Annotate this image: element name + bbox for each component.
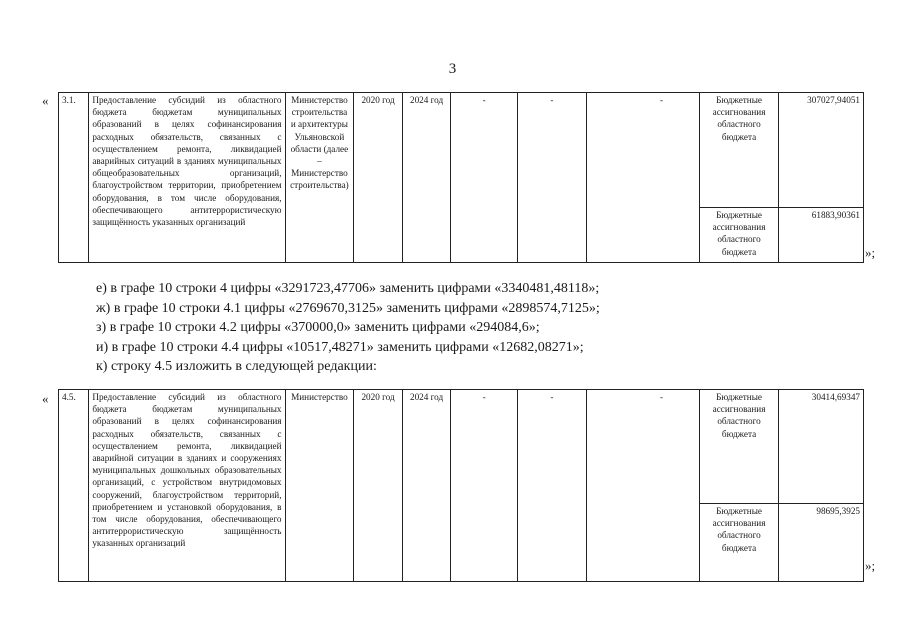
amendment-item: и) в графе 10 строки 4.4 цифры «10517,48271» заменить цифрами «12682,08271»; (96, 339, 584, 355)
amendment-item: з) в графе 10 строки 4.2 цифры «370000,0» заменить цифрами «294084,6»; (96, 320, 540, 336)
row-col8: - (586, 93, 699, 263)
row-col6: - (451, 390, 518, 582)
funding-amount: 307027,94051 (778, 93, 863, 208)
row-executor: Министерство строительства и архитектуры Ульяновской области (далее – Министерство строительства) (285, 93, 354, 263)
row-col6: - (451, 93, 518, 263)
row-description: Предоставление субсидий из областного бюджета бюджетам муниципальных образований в целях софинансирования расходных обязательств, связанных с осуществлением ремонта, ликвидацией аварийных ситуаций в зданиях муниципальных общеобразовательных организаций, благоустройством территории, приобретением оборудования, в том числе оборудования, обеспечивающего антитеррористическую защищённость указанных организаций (89, 93, 285, 263)
funding-amount: 98695,3925 (778, 504, 863, 582)
funding-source: Бюджетные ассигнования областного бюджета (700, 390, 779, 504)
closing-quote-1: »; (865, 245, 876, 260)
amendment-text (96, 279, 876, 377)
funding-amount: 61883,90361 (778, 208, 863, 263)
row-year-start: 2020 год (354, 93, 403, 263)
row-year-end: 2024 год (402, 390, 451, 582)
amendment-item: е) в графе 10 строки 4 цифры «3291723,47706» заменить цифрами «3340481,48118»; (96, 281, 600, 296)
opening-quote-2: « (42, 391, 49, 406)
row-year-end: 2024 год (402, 93, 451, 263)
table-row-3-1 (58, 92, 864, 263)
row-executor: Министерство (285, 390, 354, 582)
funding-source: Бюджетные ассигнования областного бюджета (700, 504, 779, 582)
funding-amount: 30414,69347 (778, 390, 863, 504)
row-number: 3.1. (59, 93, 89, 263)
row-col7: - (518, 390, 587, 582)
row-description: Предоставление субсидий из областного бюджета бюджетам муниципальных образований в целях софинансирования расходных обязательств, связанных с осуществлением ремонта, ликвидацией аварийной ситуации в зданиях и сооружениях муниципальных дошкольных образовательных организаций, с устройством внутридомовых сооружений, благоустройством территорий, приобретением и установкой оборудования, в том числе оборудования, обеспечивающего антитеррористическую защищённость указанных организаций (89, 390, 285, 582)
opening-quote-1: « (42, 93, 49, 108)
amendment-item: ж) в графе 10 строки 4.1 цифры «2769670,3125» заменить цифрами «2898574,7125»; (96, 300, 600, 316)
funding-source: Бюджетные ассигнования областного бюджета (700, 208, 779, 263)
row-year-start: 2020 год (354, 390, 403, 582)
table-row-4-5 (58, 389, 864, 582)
amendment-item: к) строку 4.5 изложить в следующей редакции: (96, 359, 377, 375)
page-number: 3 (448, 61, 457, 77)
funding-source: Бюджетные ассигнования областного бюджета (700, 93, 779, 208)
row-col8: - (586, 390, 699, 582)
row-number: 4.5. (59, 390, 89, 582)
row-col7: - (518, 93, 587, 263)
closing-quote-2: »; (865, 558, 876, 573)
